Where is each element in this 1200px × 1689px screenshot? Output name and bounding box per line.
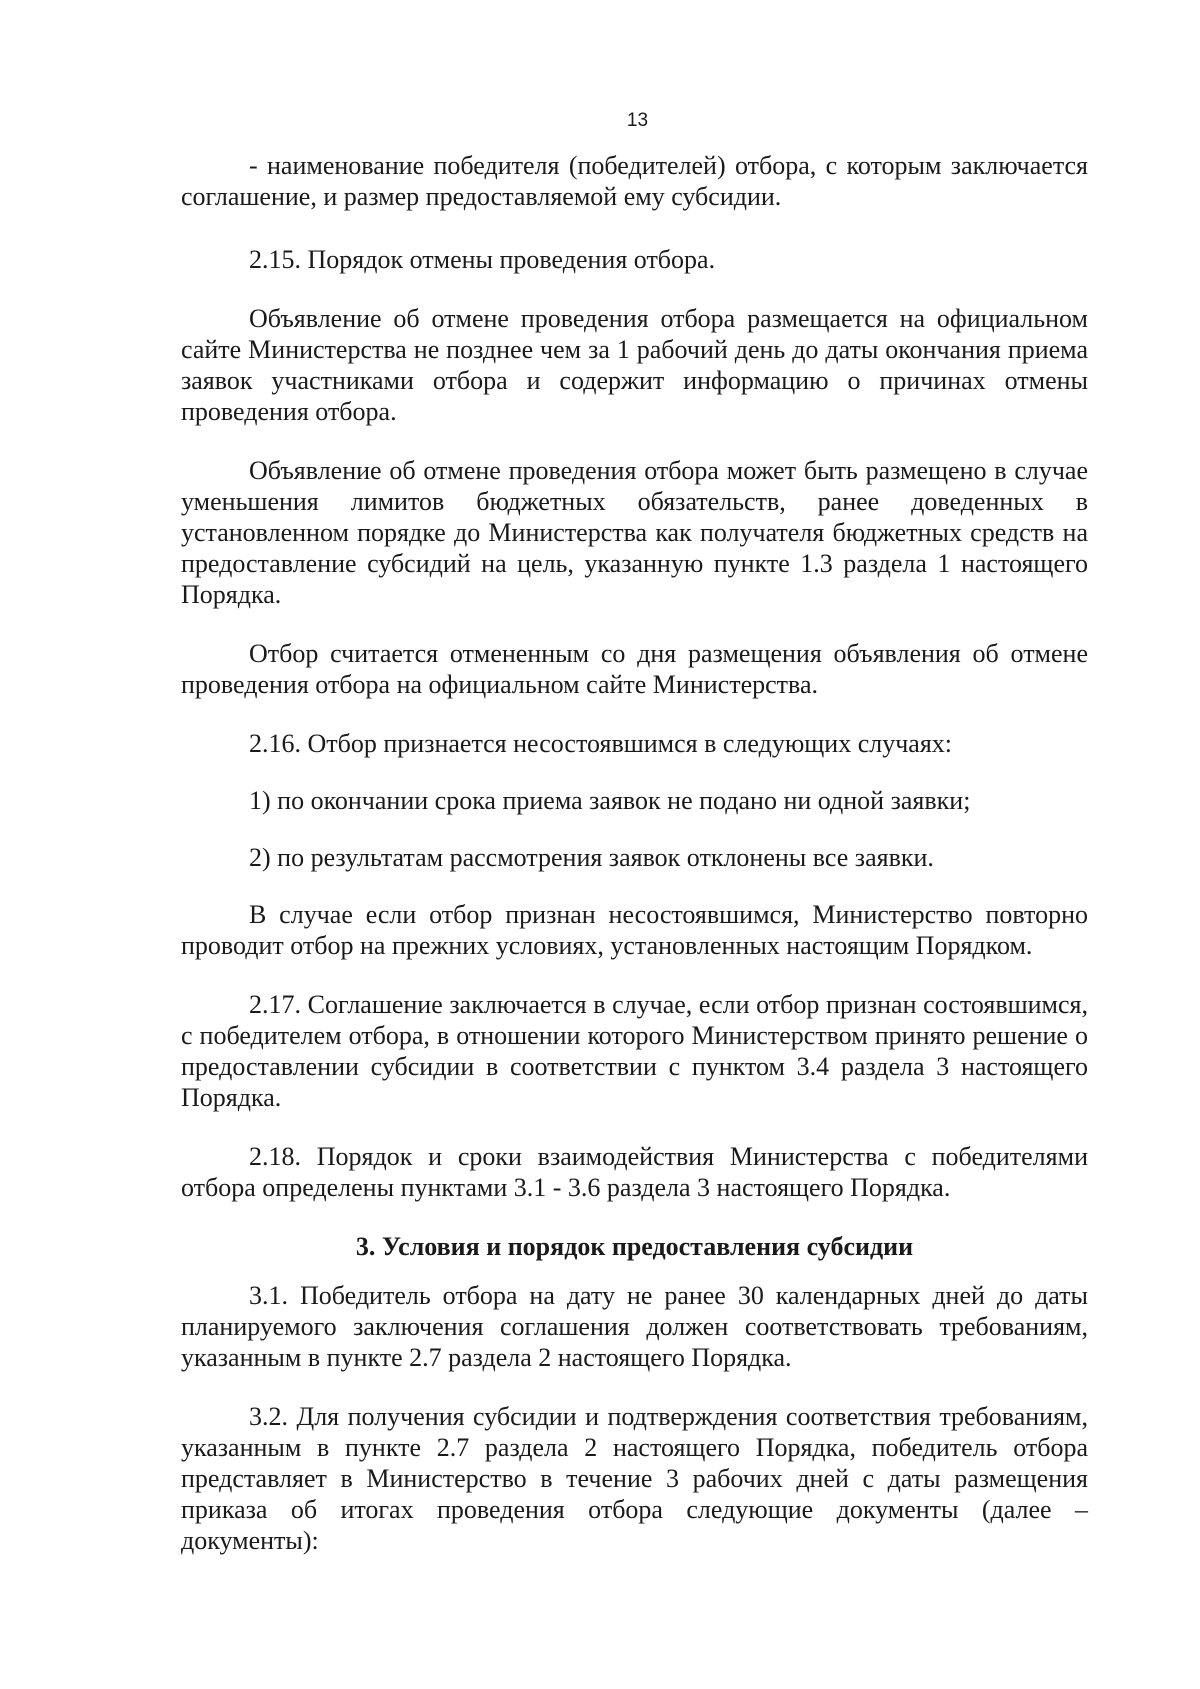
paragraph-cancellation-effective: Отбор считается отмененным со дня размещения объявления об отмене проведения отбора на официальном сайте Министерства.: [181, 639, 1088, 699]
document-body: [181, 150, 1088, 1584]
clause-3-2: 3.2. Для получения субсидии и подтверждения соответствия требованиям, указанным в пункте 2.7 раздела 2 настоящего Порядка, победитель отбора представляет в Министерство в течение 3 рабочих дней с даты размещения приказа об итогах проведения отбора следующие документы (далее – документы):: [181, 1402, 1088, 1555]
clause-2-15-heading: 2.15. Порядок отмены проведения отбора.: [249, 245, 716, 274]
paragraph-repeat-selection: В случае если отбор признан несостоявшимся, Министерство повторно проводит отбор на прежних условиях, установленных настоящим Порядком.: [181, 900, 1088, 960]
clause-3-1: 3.1. Победитель отбора на дату не ранее 30 календарных дней до даты планируемого заключения соглашения должен соответствовать требованиям, указанным в пункте 2.7 раздела 2 настоящего Порядка.: [181, 1281, 1088, 1372]
page-number: 13: [626, 110, 649, 131]
clause-2-18: 2.18. Порядок и сроки взаимодействия Министерства с победителями отбора определены пунктами 3.1 - 3.6 раздела 3 настоящего Порядка.: [181, 1142, 1088, 1202]
clause-2-16: 2.16. Отбор признается несостоявшимся в следующих случаях:: [249, 729, 953, 758]
clause-2-16-item-2: 2) по результатам рассмотрения заявок отклонены все заявки.: [249, 843, 934, 872]
paragraph-cancellation-conditions: Объявление об отмене проведения отбора может быть размещено в случае уменьшения лимитов бюджетных обязательств, ранее доведенных в установленном порядке до Министерства как получателя бюджетных средств на предоставление субсидий на цель, указанную пункте 1.3 раздела 1 настоящего Порядка.: [181, 456, 1088, 609]
clause-2-16-item-1: 1) по окончании срока приема заявок не подано ни одной заявки;: [249, 786, 971, 815]
paragraph-cancellation-announcement: Объявление об отмене проведения отбора размещается на официальном сайте Министерства не позднее чем за 1 рабочий день до даты окончания приема заявок участниками отбора и содержит информацию о причинах отмены проведения отбора.: [181, 304, 1088, 426]
section-3-heading: 3. Условия и порядок предоставления субсидии: [355, 1232, 914, 1261]
paragraph-winner-name: - наименование победителя (победителей) отбора, с которым заключается соглашение, и размер предоставляемой ему субсидии.: [181, 151, 1088, 211]
clause-2-17: 2.17. Соглашение заключается в случае, если отбор признан состоявшимся, с победителем отбора, в отношении которого Министерством принято решение о предоставлении субсидии в соответствии с пунктом 3.4 раздела 3 настоящего Порядка.: [181, 990, 1088, 1112]
